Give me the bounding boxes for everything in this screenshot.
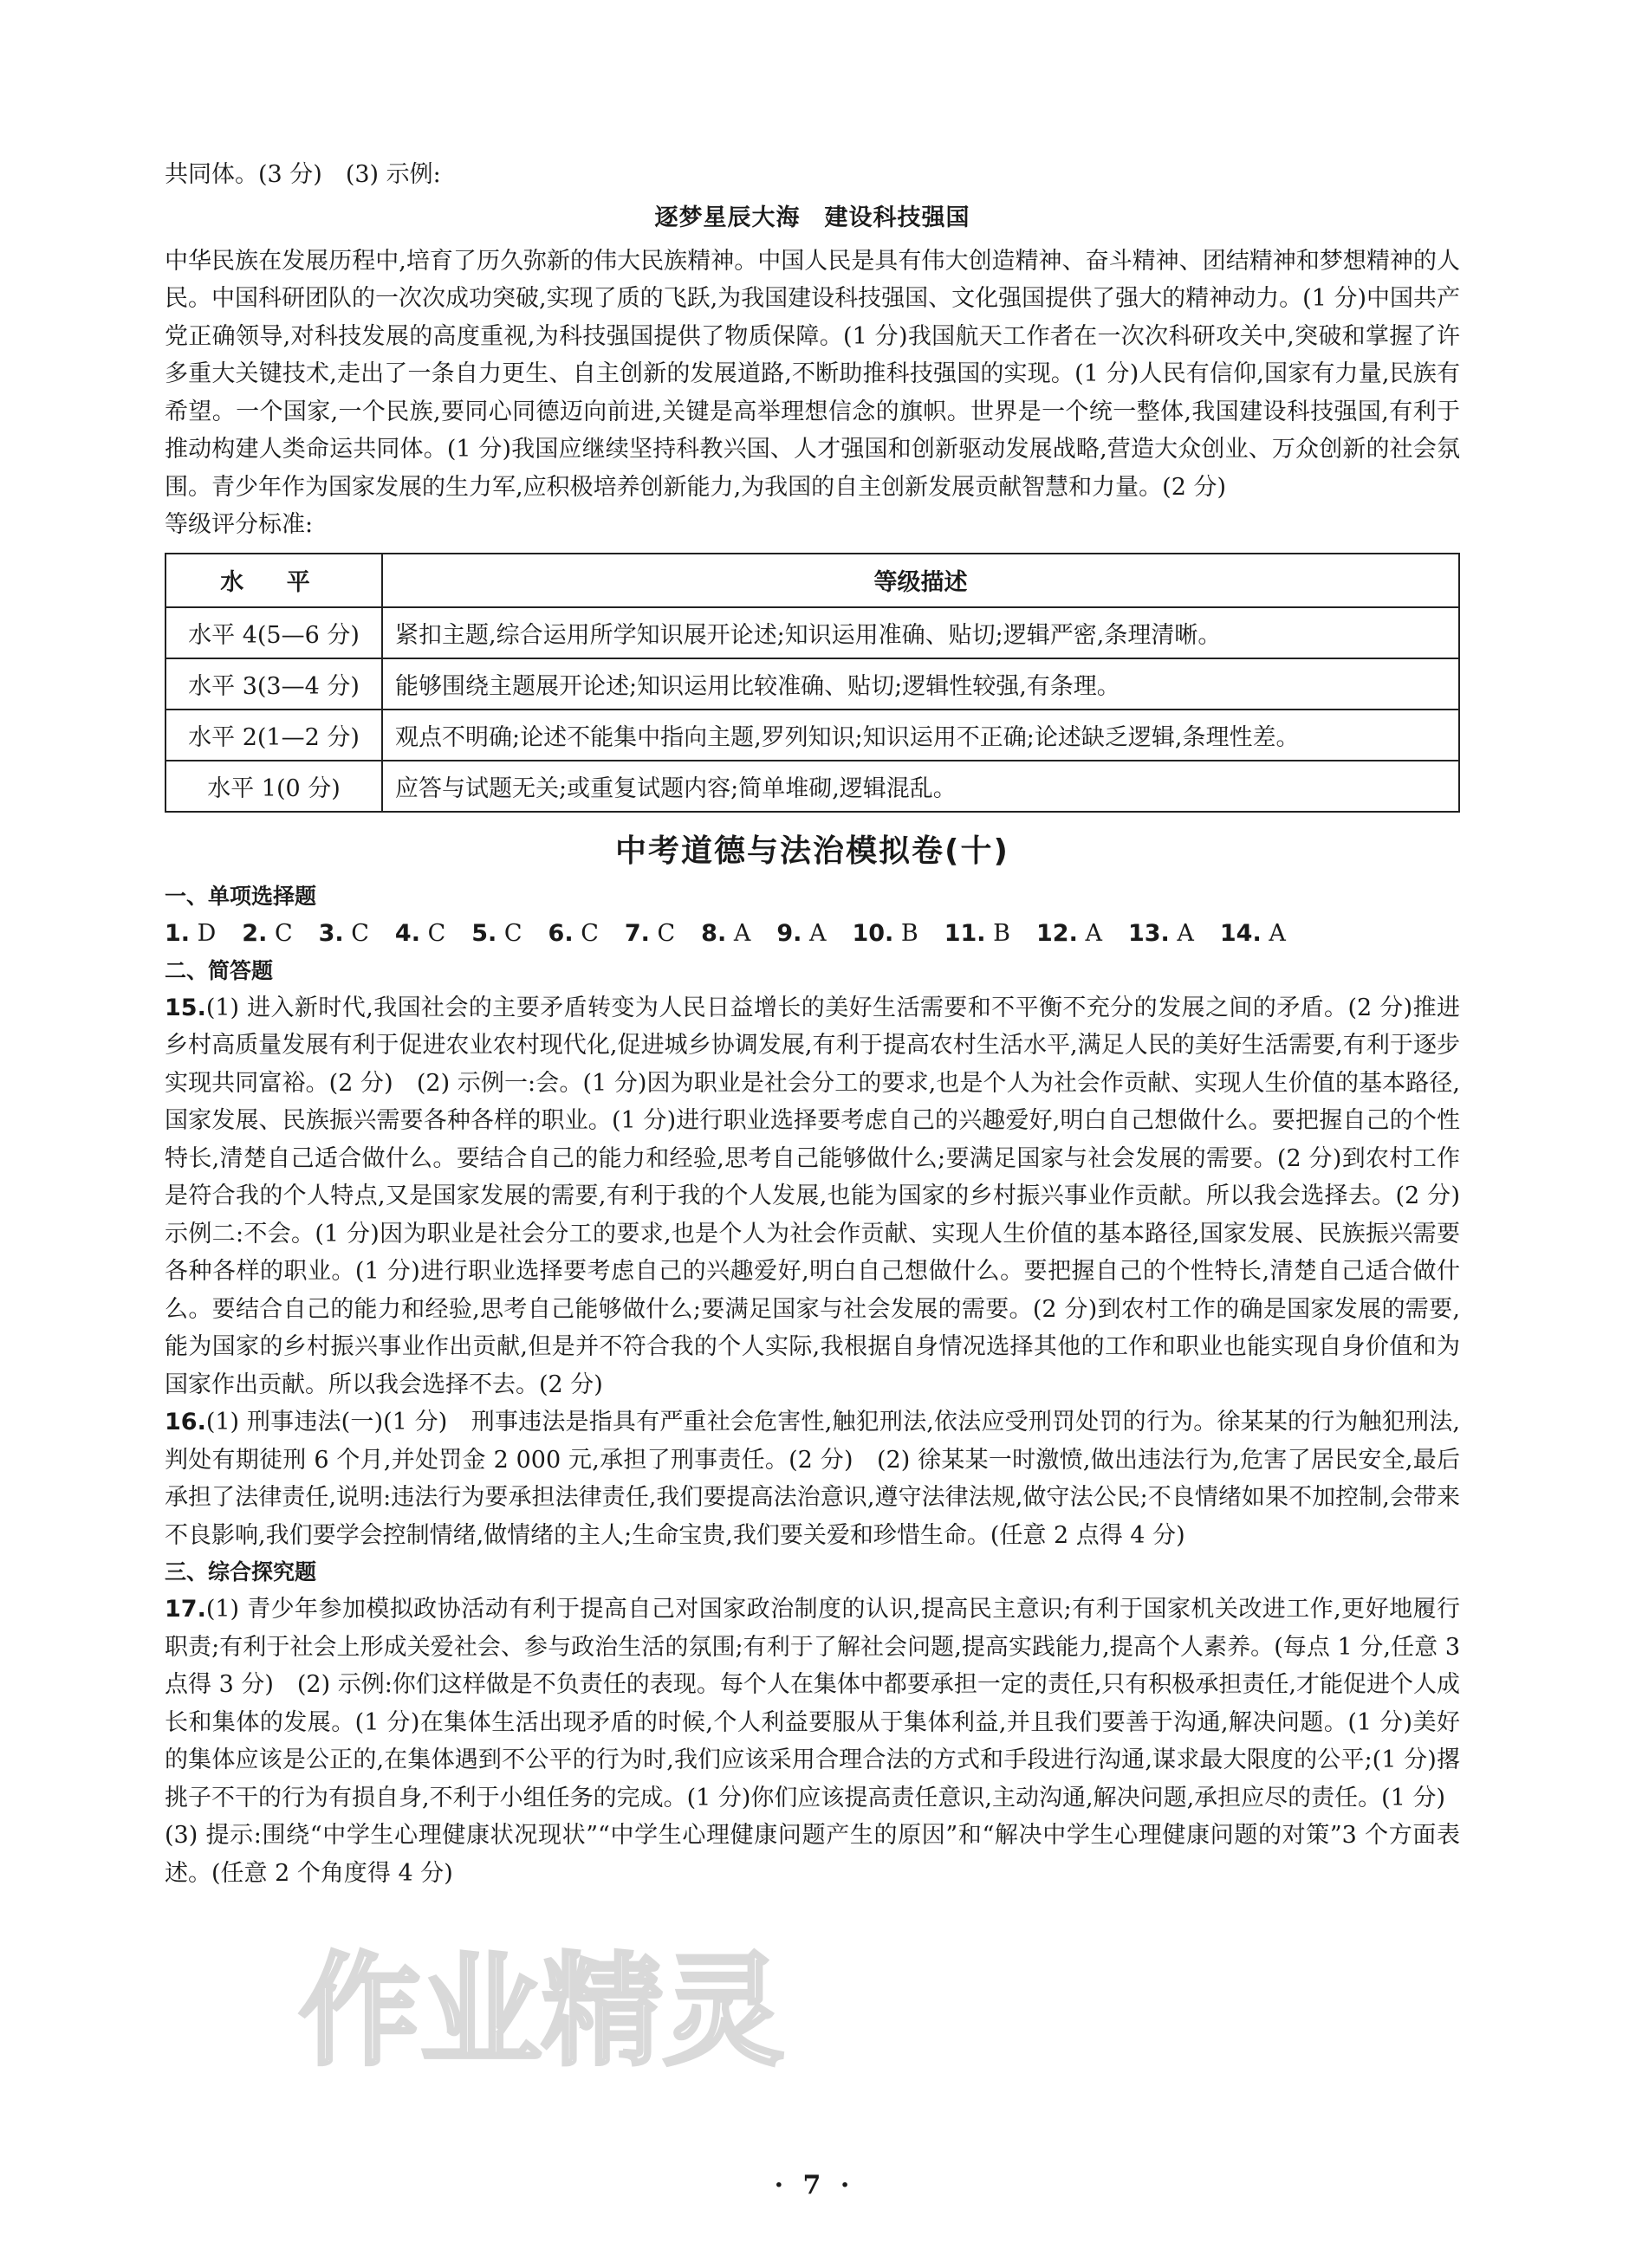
level-cell: 水平 4(5—6 分) [165,607,382,658]
mc-ans: C [503,919,522,947]
essay-title [165,196,1460,241]
grade-table-header-row [165,554,1459,607]
desc-cell: 观点不明确;论述不能集中指向主题,罗列知识;知识运用不正确;论述缺乏逻辑,条理性差。 [382,710,1459,761]
mc-ans: A [1269,919,1286,947]
mc-ans: C [274,919,293,947]
essay-title-part2: 建设科技强国 [824,204,970,231]
question-16 [165,1403,1460,1554]
answer-text: (1) 进入新时代,我国社会的主要矛盾转变为人民日益增长的美好生活需要和不平衡不充分的发展之间的矛盾。(2 分)推进乡村高质量发展有利于促进农业农村现代化,促进城乡协调发展,有利于提高农村生活水平,满足人民的美好生活需要,有利于逐步实现共同富裕。(2 分) (2) 示例一:会。(1 分)因为职业是社会分工的要求,也是个人为社会作贡献、实现人生价值的基本路径,国家发展、民族振兴需要各种各样的职业。(1 分)进行职业选择要考虑自己的兴趣爱好,明白自己想做什么。要把握自己的个性特长,清楚自己适合做什么。要结合自己的能力和经验,思考自己能够做什么;要满足国家与社会发展的需要。(2 分)到农村工作是符合我的个人特点,又是国家发展的需要,有利于我的个人发展,也能为国家的乡村振兴事业作贡献。所以我会选择去。(2 分) 示例二:不会。(1 分)因为职业是社会分工的要求,也是个人为社会作贡献、实现人生价值的基本路径,国家发展、民族振兴需要各种各样的职业。(1 分)进行职业选择要考虑自己的兴趣爱好,明白自己想做什么。要把握自己的个性特长,清楚自己适合做什么。要结合自己的能力和经验,思考自己能够做什么;要满足国家与社会发展的需要。(2 分)到农村工作的确是国家发展的需要,能为国家的乡村振兴事业作出贡献,但是并不符合我的个人实际,我根据自身情况选择其他的工作和职业也能实现自身价值和为国家作出贡献。所以我会选择不去。(2 分) [165,994,1483,1398]
mc-ans: A [1085,919,1102,947]
level-cell: 水平 1(0 分) [165,761,382,812]
mc-answer [852,915,918,953]
mc-num: 2. [242,919,268,947]
mc-answer [395,915,445,953]
essay-title-part1: 逐梦星辰大海 [654,204,801,231]
mc-ans: A [808,919,827,947]
mc-ans: A [1177,919,1194,947]
mc-answer [548,915,599,953]
mc-answer [1036,915,1102,953]
desc-cell: 应答与试题无关;或重复试题内容;简单堆砌,逻辑混乱。 [382,761,1459,812]
mc-answer [1220,915,1286,953]
question-17 [165,1591,1460,1817]
question-15 [165,989,1483,1404]
desc-cell: 紧扣主题,综合运用所学知识展开论述;知识运用准确、贴切;逻辑严密,条理清晰。 [382,607,1459,658]
mc-num: 11. [944,919,986,947]
watermark-text: 作业精灵 [299,1941,785,2083]
header-desc: 等级描述 [382,554,1459,607]
mc-ans: B [900,919,918,947]
mc-answer [242,915,292,953]
intro-line: 共同体。(3 分) (3) 示例: [165,161,441,188]
table-row [165,658,1459,710]
section2-heading: 二、简答题 [165,957,274,983]
watermark-logo [290,1906,810,2105]
mc-answer [471,915,522,953]
mc-answer-row [165,915,1460,953]
mc-num: 10. [852,919,894,947]
header-level: 水 平 [165,554,382,607]
page-content [165,156,1483,1892]
mc-answer [165,915,216,953]
grading-label: 等级评分标准: [165,511,314,538]
mc-answer [625,915,675,953]
answer-text: (1) 青少年参加模拟政协活动有利于提高自己对国家政治制度的认识,提高民主意识;有利于国家机关改进工作,更好地履行职责;有利于社会上形成关爱社会、参与政治生活的氛围;有利于了解社会问题,提高实践能力,提高个人素养。(每点 1 分,任意 3 点得 3 分) (2) 示例:你们这样做是不负责任的表现。每个人在集体中都要承担一定的责任,只有积极承担责任,才能促进个人成长和集体的发展。(1 分)在集体生活出现矛盾的时候,个人利益要服从于集体利益,并且我们要善于沟通,解决问题。(1 分)美好的集体应该是公正的,在集体遇到不公平的行为时,我们应该采用合理合法的方式和手段进行沟通,谋求最大限度的公平;(1 分)撂挑子不干的行为有损自身,不利于小组任务的完成。(1 分)你们应该提高责任意识,主动沟通,解决问题,承担应尽的责任。(1 分) [165,1596,1460,1811]
mc-ans: C [657,919,676,947]
grade-table [165,553,1460,813]
mc-num: 8. [701,919,727,947]
question-number: 15. [165,994,206,1021]
table-row [165,607,1459,658]
question-number: 17. [165,1596,206,1623]
section3-heading: 三、综合探究题 [165,1559,317,1584]
question-number: 16. [165,1409,206,1435]
mc-ans: B [993,919,1011,947]
desc-cell: 能够围绕主题展开论述;知识运用比较准确、贴切;逻辑性较强,有条理。 [382,658,1459,710]
mc-num: 6. [548,919,574,947]
mc-num: 3. [318,919,344,947]
mc-answer [944,915,1010,953]
mc-num: 12. [1036,919,1078,947]
mc-ans: D [197,919,217,947]
mc-ans: C [581,919,599,947]
section1-heading: 一、单项选择题 [165,883,317,909]
mc-ans: C [351,919,369,947]
mc-num: 14. [1219,919,1262,947]
question-17-part3: (3) 提示:围绕“中学生心理健康状况现状”“中学生心理健康问题产生的原因”和“解决中学生心理健康问题的对策”3 个方面表述。(任意 2 个角度得 4 分) [165,1822,1460,1887]
mc-answer [701,915,750,953]
mc-num: 13. [1127,919,1170,947]
mc-ans: A [733,919,751,947]
mc-num: 1. [165,919,191,947]
essay-body: 中华民族在发展历程中,培育了历久弥新的伟大民族精神。中国人民是具有伟大创造精神、奋斗精神、团结精神和梦想精神的人民。中国科研团队的一次次成功突破,实现了质的飞跃,为我国建设科技强国、文化强国提供了强大的精神动力。(1 分)中国共产党正确领导,对科技发展的高度重视,为科技强国提供了物质保障。(1 分)我国航天工作者在一次次科研攻关中,突破和掌握了许多重大关键技术,走出了一条自力更生、自主创新的发展道路,不断助推科技强国的实现。(1 分)人民有信仰,国家有力量,民族有希望。一个国家,一个民族,要同心同德迈向前进,关键是高举理想信念的旗帜。世界是一个统一整体,我国建设科技强国,有利于推动构建人类命运共同体。(1 分)我国应继续坚持科教兴国、人才强国和创新驱动发展战略,营造大众创业、万众创新的社会氛围。青少年作为国家发展的生力军,应积极培养创新能力,为我国的自主创新发展贡献智慧和力量。(2 分) [165,247,1460,501]
answer-text: (1) 刑事违法(一)(1 分) 刑事违法是指具有严重社会危害性,触犯刑法,依法应受刑罚处罚的行为。徐某某的行为触犯刑法,判处有期徒刑 6 个月,并处罚金 2 000 元,承担了刑事责任。(2 分) (2) 徐某某一时激愤,做出违法行为,危害了居民安全,最后承担了法律责任,说明:违法行为要承担法律责任,我们要提高法治意识,遵守法律法规,做守法公民;不良情绪如果不加控制,会带来不良影响,我们要学会控制情绪,做情绪的主人;生命宝贵,我们要关爱和珍惜生命。(任意 2 点得 4 分) [165,1409,1460,1549]
mc-answer [319,915,369,953]
mc-num: 4. [394,919,420,947]
paper-title: 中考道德与法治模拟卷(十) [615,833,1009,869]
mc-answer [1128,915,1194,953]
table-row [165,761,1459,812]
mc-num: 5. [471,919,497,947]
mc-answer [776,915,826,953]
level-cell: 水平 3(3—4 分) [165,658,382,710]
page-number: · 7 · [774,2170,855,2200]
level-cell: 水平 2(1—2 分) [165,710,382,761]
mc-ans: C [427,919,446,947]
mc-num: 9. [776,919,802,947]
table-row [165,710,1459,761]
mc-num: 7. [624,919,650,947]
